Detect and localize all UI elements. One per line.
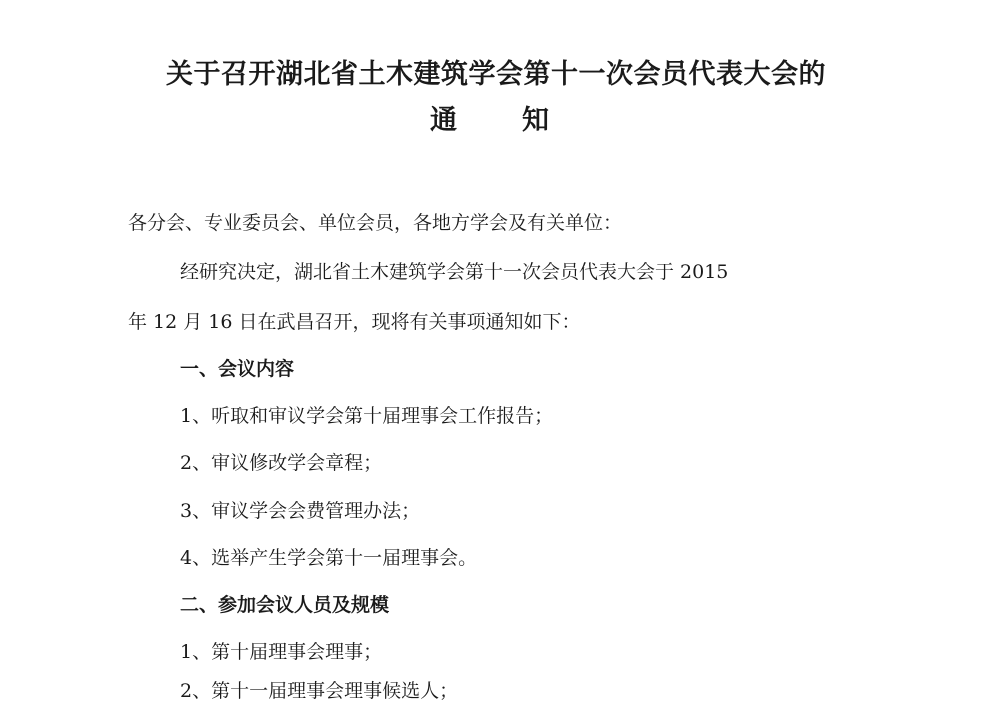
intro-paragraph-line-2: 年 12 月 16 日在武昌召开，现将有关事项通知如下：	[128, 311, 581, 333]
section-1-item: 3、审议学会会费管理办法；	[180, 500, 421, 522]
section-1-item: 4、选举产生学会第十一届理事会。	[180, 547, 478, 569]
title-char-zhi: 知	[522, 105, 550, 136]
title-char-tong: 通	[430, 105, 458, 136]
intro-paragraph-line-1: 经研究决定，湖北省土木建筑学会第十一次会员代表大会于 2015	[180, 261, 729, 283]
document-title: 关于召开湖北省土木建筑学会第十一次会员代表大会的	[166, 59, 826, 90]
section-2-heading: 二、参加会议人员及规模	[180, 594, 390, 616]
section-1-item: 1、听取和审议学会第十届理事会工作报告；	[180, 405, 554, 427]
section-2-item: 1、第十届理事会理事；	[180, 641, 383, 663]
section-1-item: 2、审议修改学会章程；	[180, 452, 383, 474]
salutation: 各分会、专业委员会、单位会员，各地方学会及有关单位：	[128, 212, 623, 234]
section-2-item: 2、第十一届理事会理事候选人；	[180, 680, 459, 702]
section-1-heading: 一、会议内容	[180, 358, 295, 380]
